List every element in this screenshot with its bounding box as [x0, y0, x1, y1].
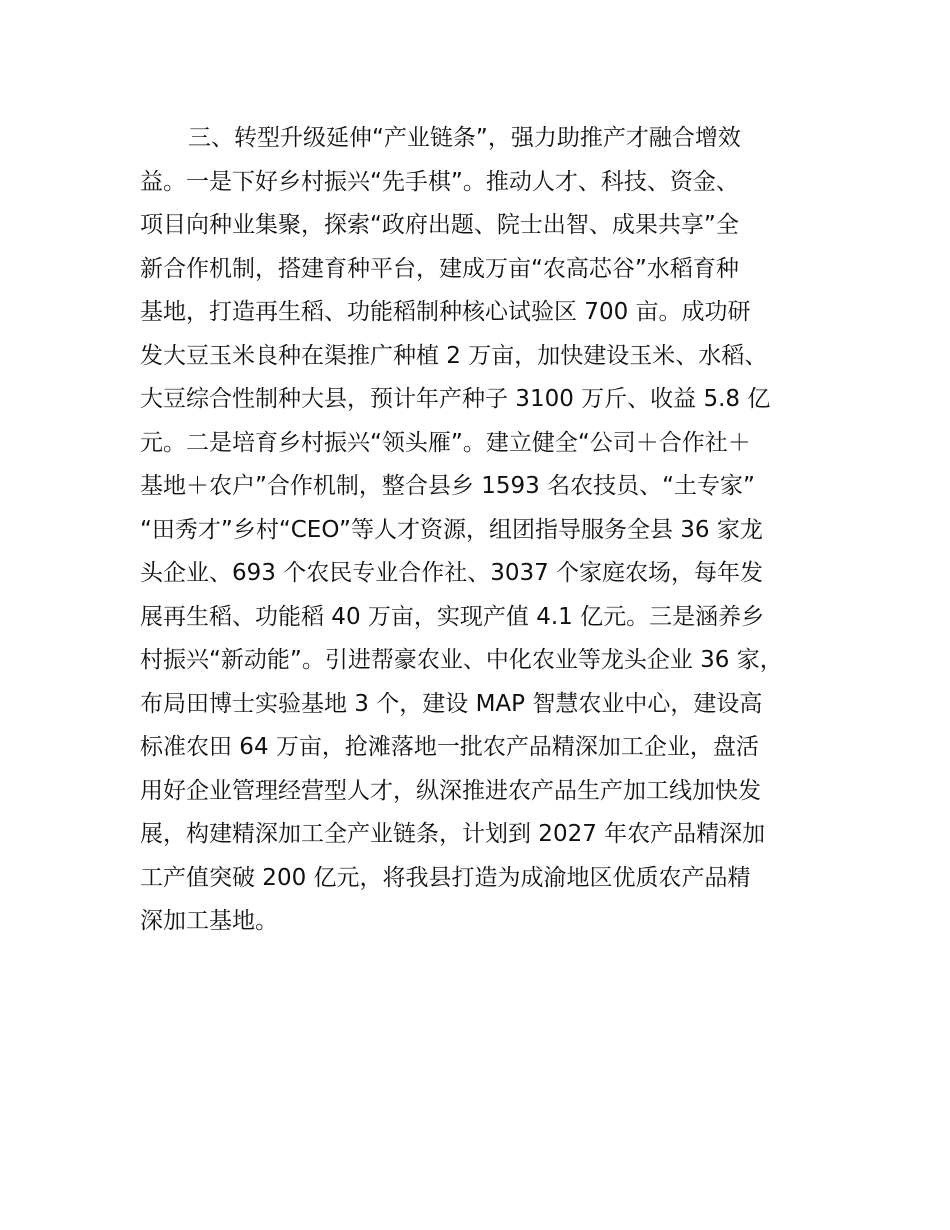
paragraph-line: 深加工基地。 — [140, 908, 278, 934]
paragraph-line: 头企业、693 个农民专业合作社、3037 个家庭农场，每年发 — [140, 560, 764, 586]
paragraph-line: “田秀才”乡村“CEO”等人才资源，组团指导服务全县 36 家龙 — [140, 516, 763, 543]
paragraph-line: 元。二是培育乡村振兴“领头雁”。建立健全“公司＋合作社＋ — [140, 429, 751, 456]
paragraph-line: 大豆综合性制种大县，预计年产种子 3100 万斤、收益 5.8 亿 — [140, 386, 771, 412]
paragraph-line: 标准农田 64 万亩，抢滩落地一批农产品精深加工企业，盘活 — [140, 734, 759, 760]
paragraph-line: 基地＋农户”合作机制，整合县乡 1593 名农技员、“土专家” — [140, 473, 755, 499]
body-paragraph — [140, 117, 840, 944]
paragraph-line: 三、转型升级延伸“产业链条”，强力助推产才融合增效 — [188, 125, 741, 151]
paragraph-line: 展再生稻、功能稻 40 万亩，实现产值 4.1 亿元。三是涵养乡 — [140, 603, 765, 630]
paragraph-line: 展，构建精深加工全产业链条，计划到 2027 年农产品精深加 — [140, 821, 766, 847]
paragraph-line: 新合作机制，搭建育种平台，建成万亩“农高芯谷”水稻育种 — [140, 255, 739, 282]
paragraph-line: 布局田博士实验基地 3 个，建设 MAP 智慧农业中心，建设高 — [140, 690, 763, 717]
paragraph-line: 基地，打造再生稻、功能稻制种核心试验区 700 亩。成功研 — [140, 299, 751, 325]
paragraph-line: 益。一是下好乡村振兴“先手棋”。推动人才、科技、资金、 — [140, 168, 739, 195]
paragraph-line: 发大豆玉米良种在渠推广种植 2 万亩，加快建设玉米、水稻、 — [140, 342, 768, 369]
paragraph-line: 工产值突破 200 亿元，将我县打造为成渝地区优质农产品精 — [140, 864, 751, 891]
paragraph-line: 用好企业管理经营型人才，纵深推进农产品生产加工线加快发 — [140, 777, 761, 804]
paragraph-line: 村振兴“新动能”。引进帮豪农业、中化农业等龙头企业 36 家， — [140, 647, 783, 673]
paragraph-line: 项目向种业集聚，探索“政府出题、院士出智、成果共享”全 — [140, 212, 739, 238]
